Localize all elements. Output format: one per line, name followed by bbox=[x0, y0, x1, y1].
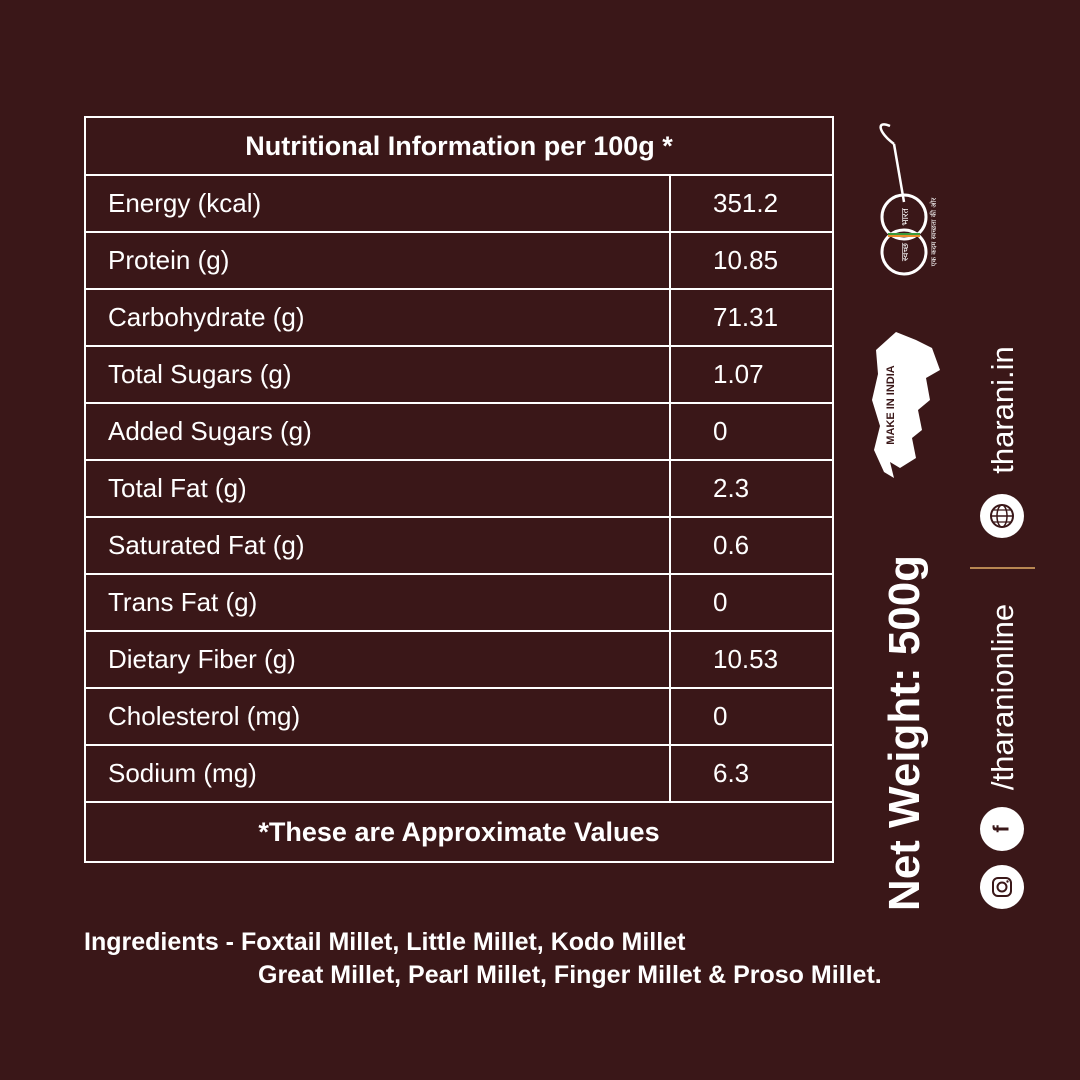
divider bbox=[970, 567, 1035, 569]
table-row bbox=[85, 574, 833, 631]
svg-text:MAKE IN INDIA: MAKE IN INDIA bbox=[885, 365, 897, 445]
nutrient-label: Total Sugars (g) bbox=[85, 346, 670, 403]
table-row bbox=[85, 346, 833, 403]
swachh-bharat-logo bbox=[868, 122, 948, 282]
svg-text:भारत: भारत bbox=[901, 208, 911, 226]
table-row bbox=[85, 460, 833, 517]
table-row bbox=[85, 688, 833, 745]
social-handle-text[interactable]: /tharanionline bbox=[985, 603, 1020, 791]
nutrient-value: 0 bbox=[670, 574, 833, 631]
nutrient-label: Sodium (mg) bbox=[85, 745, 670, 802]
nutrient-value: 71.31 bbox=[670, 289, 833, 346]
table-row bbox=[85, 517, 833, 574]
website-text[interactable]: tharani.in bbox=[985, 346, 1020, 474]
nutrient-label: Saturated Fat (g) bbox=[85, 517, 670, 574]
nutrient-label: Cholesterol (mg) bbox=[85, 688, 670, 745]
nutrient-value: 10.53 bbox=[670, 631, 833, 688]
nutrient-value: 351.2 bbox=[670, 175, 833, 232]
ingredients-line-1: Ingredients - Foxtail Millet, Little Millet, Kodo Millet bbox=[84, 928, 686, 956]
nutrient-value: 10.85 bbox=[670, 232, 833, 289]
facebook-icon[interactable] bbox=[980, 807, 1024, 851]
nutrient-value: 2.3 bbox=[670, 460, 833, 517]
table-footnote: *These are Approximate Values bbox=[85, 802, 833, 862]
ingredients-line-2: Great Millet, Pearl Millet, Finger Millet & Proso Millet. bbox=[258, 961, 882, 989]
table-row bbox=[85, 289, 833, 346]
net-weight: Net Weight: 500g bbox=[880, 554, 929, 912]
nutrient-value: 0 bbox=[670, 403, 833, 460]
nutrient-value: 0 bbox=[670, 688, 833, 745]
nutrient-value: 6.3 bbox=[670, 745, 833, 802]
table-header: Nutritional Information per 100g * bbox=[85, 117, 833, 175]
nutrient-label: Protein (g) bbox=[85, 232, 670, 289]
ingredients-text bbox=[84, 926, 1044, 992]
instagram-icon[interactable] bbox=[980, 865, 1024, 909]
table-row bbox=[85, 232, 833, 289]
nutrition-table bbox=[84, 116, 834, 863]
nutrient-label: Carbohydrate (g) bbox=[85, 289, 670, 346]
nutrient-value: 1.07 bbox=[670, 346, 833, 403]
make-in-india-logo bbox=[866, 330, 944, 480]
svg-text:एक कदम स्वच्छता की ओर: एक कदम स्वच्छता की ओर bbox=[930, 197, 938, 267]
nutrient-value: 0.6 bbox=[670, 517, 833, 574]
nutrient-label: Total Fat (g) bbox=[85, 460, 670, 517]
nutrient-label: Energy (kcal) bbox=[85, 175, 670, 232]
table-row bbox=[85, 175, 833, 232]
nutrient-label: Trans Fat (g) bbox=[85, 574, 670, 631]
globe-icon[interactable] bbox=[980, 494, 1024, 538]
table-row bbox=[85, 745, 833, 802]
nutrient-label: Added Sugars (g) bbox=[85, 403, 670, 460]
table-row bbox=[85, 403, 833, 460]
table-row bbox=[85, 631, 833, 688]
nutrient-label: Dietary Fiber (g) bbox=[85, 631, 670, 688]
facebook-glyph: f bbox=[988, 825, 1014, 833]
svg-text:स्वच्छ: स्वच्छ bbox=[901, 242, 911, 262]
